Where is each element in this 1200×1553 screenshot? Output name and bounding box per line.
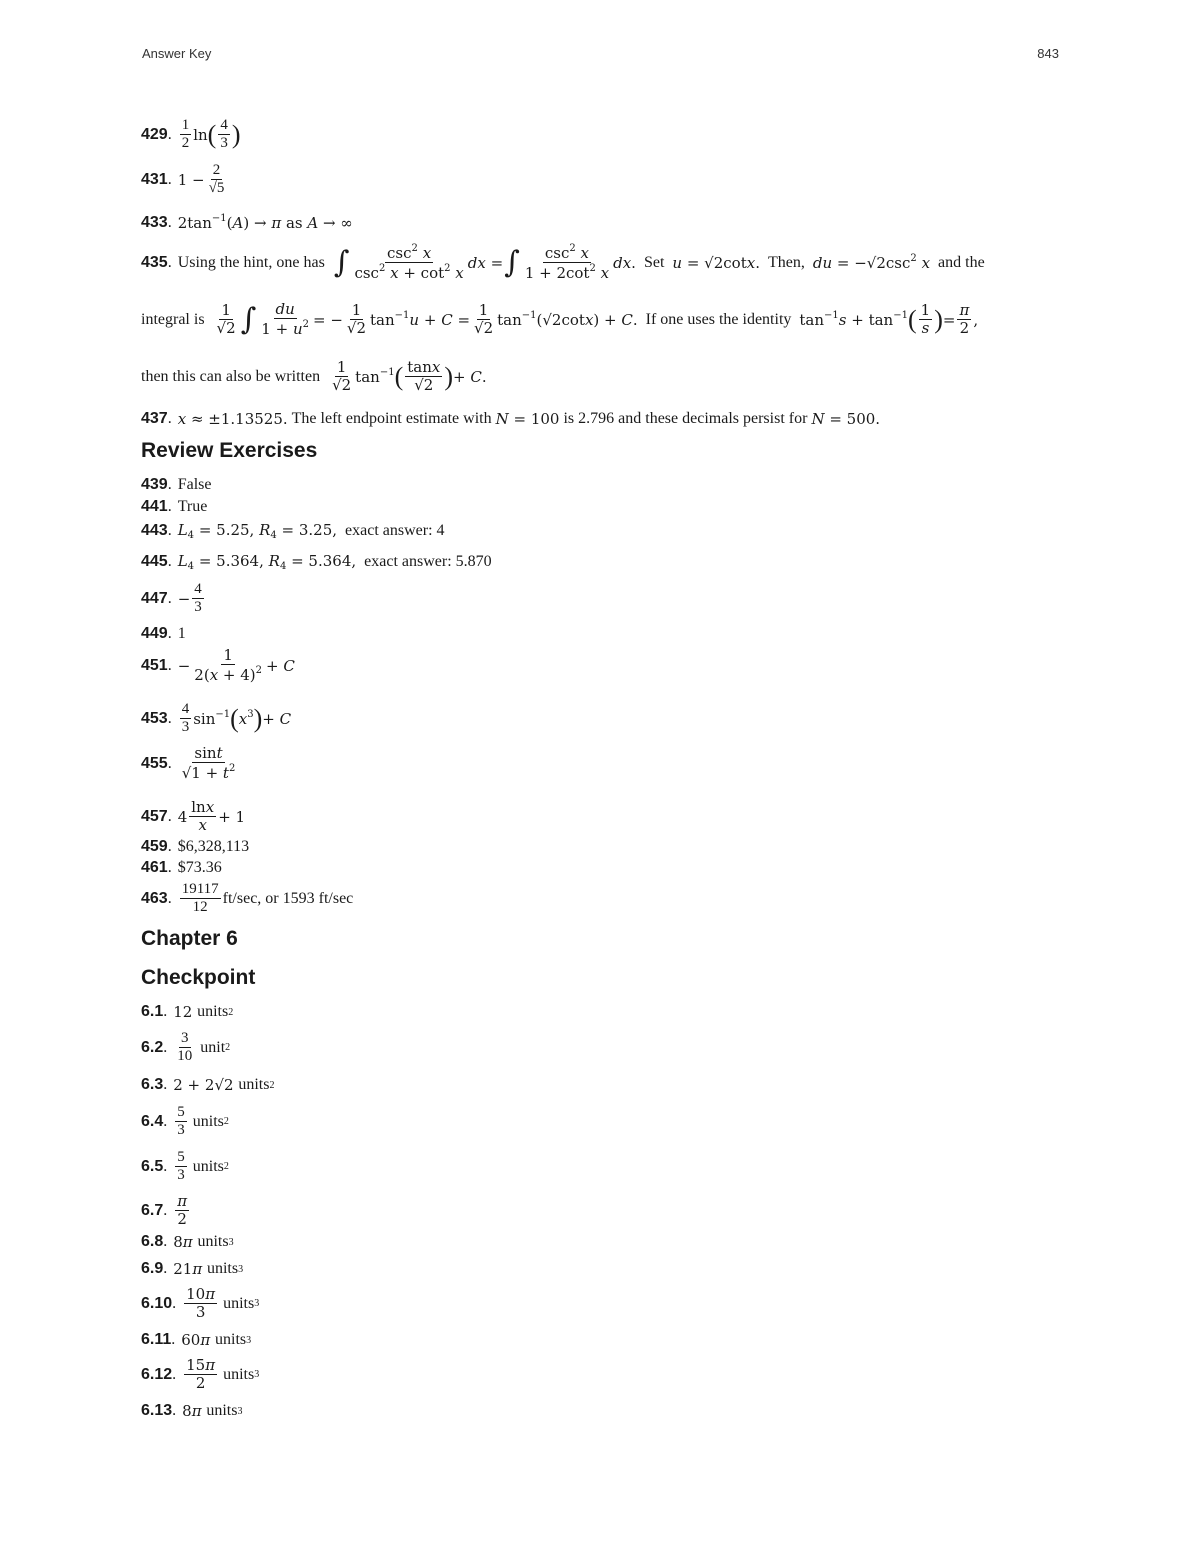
running-header: Answer Key: [142, 46, 212, 61]
heading-chapter-6: Chapter 6: [141, 927, 238, 950]
checkpoint-6-9: 6.9 . 21π units 3: [141, 1260, 244, 1278]
answer-433: 433 . $2\tan^{-1}(A) \to \pi$ as A → ∞: [141, 213, 353, 232]
review-439: 439 . False: [141, 476, 212, 493]
answer-431: 431 . 1 − $\frac{2}{√5}$: [141, 162, 225, 196]
review-459: 459 . $6,328,113: [141, 838, 250, 855]
review-445: 445 . $L_4 = 5.364$, $R_4 = 5.364$, exact answer: 5.870: [141, 552, 492, 572]
heading-review-exercises: Review Exercises: [141, 439, 318, 462]
review-441: 441 . True: [141, 498, 208, 515]
review-461: 461 . $73.36: [141, 859, 222, 876]
checkpoint-6-12: 6.12 . $\frac{15\pi}{2}$ units 3: [141, 1356, 260, 1392]
page-number: 843: [1037, 46, 1059, 61]
review-455: 455 . $\frac{\sin t}{√1 + t^2}$: [141, 744, 236, 782]
review-457: 457 . 4 $\frac{\ln x}{x}$ + 1: [141, 798, 246, 834]
checkpoint-6-2: 6.2 . $\frac{3}{10}$ unit 2: [141, 1030, 231, 1064]
review-453: 453 . $\frac{4}{3}$ $\sin^{-1}$ ( $x^3$ ) + C: [141, 701, 292, 735]
checkpoint-6-11: 6.11 . 60π units 3: [141, 1331, 252, 1349]
review-447: 447 . − $\frac{4}{3}$: [141, 581, 202, 615]
checkpoint-6-13: 6.13 . 8π units 3: [141, 1402, 243, 1420]
checkpoint-6-4: 6.4 . $\frac{5}{3}$ units 2: [141, 1104, 229, 1138]
heading-checkpoint: Checkpoint: [141, 966, 256, 989]
checkpoint-6-8: 6.8 . 8π units 3: [141, 1233, 234, 1251]
review-463: 463 . $\frac{19117}{12}$ ft/sec, or 1593 ft/sec: [141, 881, 354, 915]
answer-435-cont2: then this can also be written $\frac{1}{√2}$ $\tan^{-1}$ ( $\frac{\tan x}{√2}$ ) + C.: [141, 358, 487, 394]
answer-435-cont: integral is $\frac{1}{√2}$ ∫ $\frac{du}{1 + u^2}$ = − $\frac{1}{√2}$ $\tan^{-1}u + C$ = $\frac{1}{√2}$ $\tan^{-1}(√2\cot x) + C$. If one uses the identity $\tan^{-1}s + \tan^{-1}$ ( $\frac{1}{s}$ ) = $\frac{\pi}{2}$ ,: [141, 300, 979, 338]
checkpoint-6-7: 6.7 . $\frac{\pi}{2}$: [141, 1192, 188, 1228]
answer-429: 429 . $\frac{1}{2}$ ln ( $\frac{4}{3}$ ): [141, 117, 241, 151]
answer-437: 437 . x ≈ ±1.13525. The left endpoint estimate with N = 100 is 2.796 and these decimals persist for N = 500.: [141, 410, 881, 428]
checkpoint-6-10: 6.10 . $\frac{10\pi}{3}$ units 3: [141, 1285, 260, 1321]
review-443: 443 . $L_4 = 5.25$, $R_4 = 3.25$, exact answer: 4: [141, 521, 445, 541]
checkpoint-6-1: 6.1 . 12 units 2: [141, 1003, 234, 1021]
checkpoint-6-5: 6.5 . $\frac{5}{3}$ units 2: [141, 1149, 229, 1183]
review-451: 451 . − $\frac{1}{2(x + 4)^2}$ + C: [141, 646, 295, 684]
checkpoint-6-3: 6.3 . 2 + 2√2 units 2: [141, 1076, 275, 1094]
review-449: 449 . 1: [141, 625, 186, 642]
answer-435: 435 . Using the hint, one has ∫ $\frac{\csc^2 x}{\csc^2 x + \cot^2 x}$ dx = ∫ $\frac{\csc^2 x}{1 + 2\cot^2 x}$ dx. Set u = √2cotx. Then, du = $-√2\csc^2$ x and the: [141, 243, 985, 282]
